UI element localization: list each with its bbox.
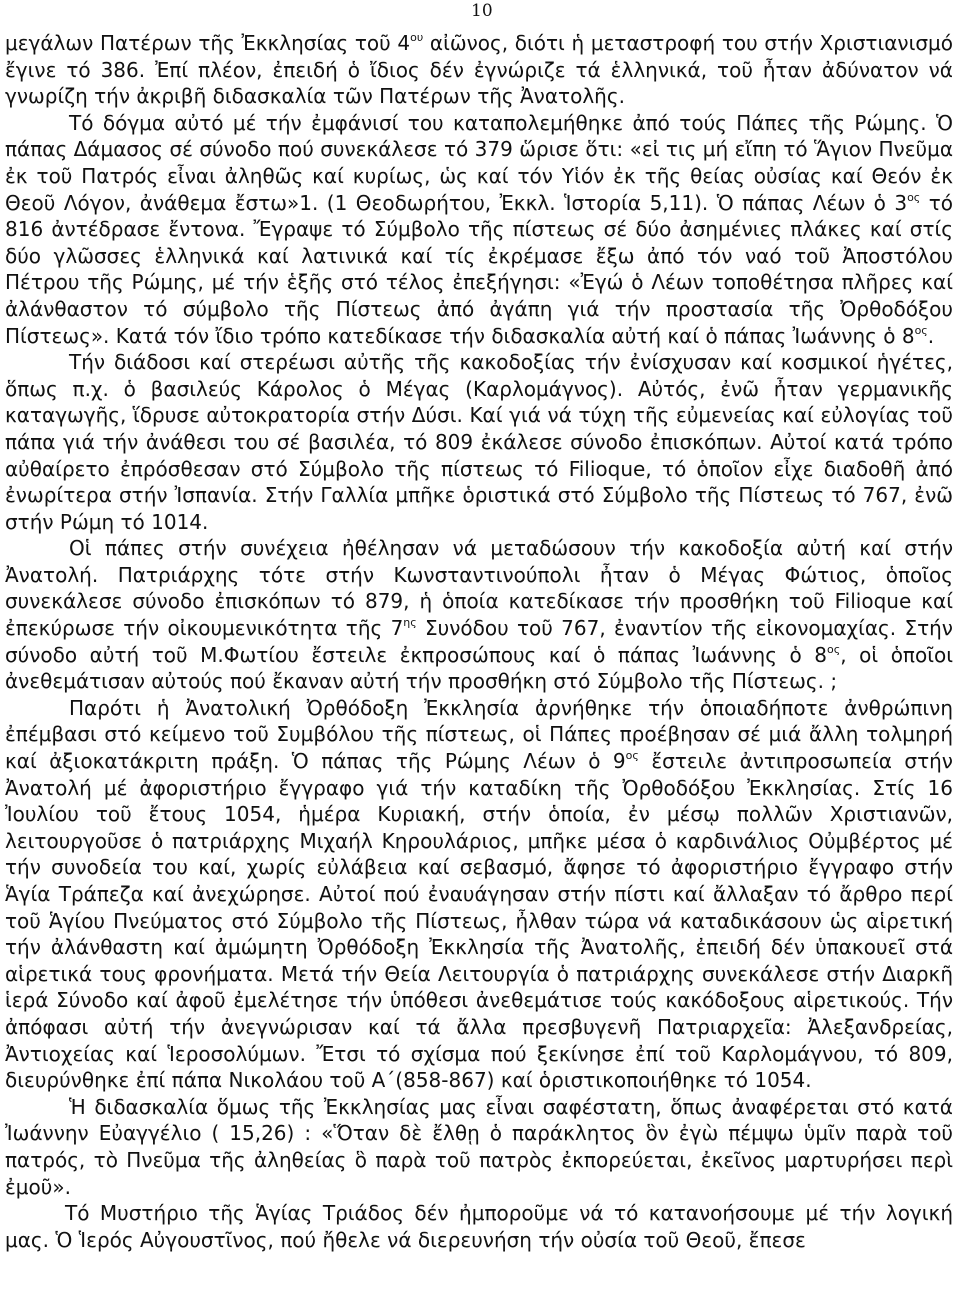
- paragraph: [5, 110, 953, 349]
- paragraph: [5, 349, 953, 535]
- ordinal-superscript: ος: [907, 190, 921, 204]
- text-run: μεγάλων Πατέρων τῆς Ἐκκλησίας τοῦ 4: [5, 31, 411, 55]
- text-run: αἰῶνος, διότι ἡ μεταστροφή του στήν Χριστιανισμό ἔγινε τό 386. Ἐπί πλέον, ἐπειδή ὁ ἴδιος δέν ἐγνώριζε τά ἑλληνικά, τοῦ ἦταν ἀδύνατον νά γνωρίζη τήν ἀκριβῆ διδασκαλία τῶν Πατέρων τῆς Ἀνατολῆς.: [5, 31, 953, 109]
- paragraph: [5, 30, 953, 110]
- text-run: .: [927, 323, 935, 348]
- paragraph: [5, 1094, 953, 1200]
- ordinal-superscript: ος: [827, 642, 841, 656]
- text-run: Τό Μυστήριο τῆς Ἁγίας Τριάδος δέν ἠμποροῦμε νά τό κατανοήσουμε μέ τήν λογική μας. Ὁ Ἱερός Αὐγουστῖνος, πού ἤθελε νά διερευνήση τήν οὐσία τοῦ Θεοῦ, ἔπεσε: [5, 1201, 953, 1252]
- ordinal-superscript: ης: [403, 616, 417, 630]
- text-run: Τό δόγμα αὐτό μέ τήν ἐμφάνισί του καταπολεμήθηκε ἀπό τούς Πάπες τῆς Ρώμης. Ὁ πάπας Δάμασος σέ σύνοδο πού συνεκάλεσε τό 379 ὥρισε ὅτι: «εἰ τις μή εἴπη τό Ἅγιον Πνεῦμα ἐκ τοῦ Πατρός εἶναι ἀληθῶς καί κυρίως, ὡς καί τόν Υἱόν ἐκ τῆς θείας οὐσίας καί Θεόν ἐκ Θεοῦ Λόγον, ἀνάθεμα ἔστω»1. (1 Θεοδωρήτου, Ἐκκλ. Ἱστορία 5,11). Ὁ πάπας Λέων ὁ 3: [5, 110, 953, 215]
- text-run: τό 816 ἀντέδρασε ἔντονα. Ἔγραψε τό Σύμβολο τῆς πίστεως σέ δύο ἀσημένιες πλάκες καί στίς δύο γλῶσσες ἑλληνικά καί λατινικά καί τίς ἐκρέμασε ἔξω ἀπό τόν ναό τοῦ Ἀποστόλου Πέτρου τῆς Ρώμης, μέ τήν ἑξῆς στό τέλος ἐπεξήγησι: «Ἐγώ ὁ Λέων τοποθέτησα πλῆρες καί ἀλάνθαστον τό σύμβολο τῆς Πίστεως ἀπό ἀγάπη γιά τήν προστασία τῆς Ὀρθοδόξου Πίστεως». Κατά τόν ἴδιο τρόπο κατεδίκασε τήν διδασκαλία αὐτή καί ὁ πάπας Ἰωάννης ὁ 8: [5, 190, 953, 348]
- ordinal-superscript: ος: [914, 323, 928, 337]
- ordinal-superscript: ου: [410, 31, 424, 45]
- text-run: Τήν διάδοσι καί στερέωσι αὐτῆς τῆς κακοδοξίας τήν ἐνίσχυσαν καί κοσμικοί ἡγέτες, ὅπως π.χ. ὁ βασιλεύς Κάρολος ὁ Μέγας (Καρλομάγνος). Αὐτός, ἐνῶ ἦταν γερμανικῆς καταγωγῆς, ἵδρυσε αὐτοκρατορία στήν Δύσι. Καί γιά νά τύχη τῆς εὐμενείας καί εὐλογίας τοῦ πάπα γιά τήν ἀνάθεσι του σέ βασιλέα, τό 809 ἐκάλεσε σύνοδο ἐπισκόπων. Αὐτοί κατά τρόπο αὐθαίρετο ἐπρόσθεσαν στό Σύμβολο τῆς πίστεως τό Filioque, τό ὁποῖον εἶχε διαδοθῆ ἀπό ἐνωρίτερα στήν Ἰσπανία. Στήν Γαλλία μπῆκε ὁριστικά στό Σύμβολο τῆς Πίστεως τό 767, ἐνῶ στήν Ρώμη τό 1014.: [5, 350, 953, 534]
- text-run: Ἡ διδασκαλία ὅμως τῆς Ἐκκλησίας μας εἶναι σαφέστατη, ὅπως ἀναφέρεται στό κατά Ἰωάννην Εὐαγγέλιο ( 15,26) : «Ὅταν δὲ ἔλθῃ ὁ παράκλητος ὃν ἐγὼ πέμψω ὑμῖν παρὰ τοῦ πατρός, τὸ Πνεῦμα τῆς ἀληθείας ὃ παρὰ τοῦ πατρὸς ἐκπορεύεται, ἐκεῖνος μαρτυρήσει περὶ ἐμοῦ».: [5, 1094, 953, 1199]
- text-run: Παρότι ἡ Ἀνατολική Ὀρθόδοξη Ἐκκλησία ἀρνήθηκε τήν ὁποιαδήποτε ἀνθρώπινη ἐπέμβασι στό κείμενο τοῦ Συμβόλου τῆς πίστεως, οἱ Πάπες προέβησαν σέ μιά ἄλλη τολμηρή καί ἀξιοκατάκριτη πράξη. Ὁ πάπας τῆς Ρώμης Λέων ὁ 9: [5, 695, 953, 774]
- page-number: 10: [471, 1, 493, 21]
- text-run: Οἱ πάπες στήν συνέχεια ἠθέλησαν νά μεταδώσουν τήν κακοδοξία αὐτή καί στήν Ἀνατολή. Πατριάρχης τότε στήν Κωνσταντινούπολι ἦταν ὁ Μέγας Φώτιος, ὁποῖος συνεκάλεσε σύνοδο ἐπισκόπων τό 879, ἡ ὁποία κατεδίκασε τήν προσθήκη τοῦ Filioque καί ἐπεκύρωσε τήν οἰκουμενικότητα τῆς 7: [5, 536, 953, 641]
- text-run: ἔστειλε ἀντιπροσωπεία στήν Ἀνατολή μέ ἀφοριστήριο ἔγγραφο γιά τήν καταδίκη τῆς Ὀρθοδόξου Ἐκκλησίας. Στίς 16 Ἰουλίου τοῦ ἔτους 1054, ἡμέρα Κυριακή, στήν ὁποία, ἐν μέσῳ πολλῶν Χριστιανῶν, λειτουργοῦσε ὁ πατριάρχης Μιχαήλ Κηρουλάριος, μπῆκε μέσα ὁ καρδινάλιος Οὐμβέρτος μέ τήν συνοδεία του καί, χωρίς εὐλάβεια καί σεβασμό, ἄφησε τό ἀφοριστήριο ἔγγραφο στήν Ἁγία Τράπεζα καί ἀνεχώρησε. Αὐτοί πού ἐναυάγησαν στήν πίστι καί ἄλλαξαν τό ἄρθρο περί τοῦ Ἁγίου Πνεύματος στό Σύμβολο τῆς Πίστεως, ἦλθαν τώρα νά καταδικάσουν ὡς αἱρετική τήν ἀλάνθαστη καί ἀμώμητη Ὀρθόδοξη Ἐκκλησία τῆς Ἀνατολῆς, ἐπειδή δέν ὑπακουεῖ στά αἱρετικά τους φρονήματα. Μετά τήν Θεία Λειτουργία ὁ πατριάρχης συνεκάλεσε στήν Διαρκῆ ἱερά Σύνοδο καί ἀφοῦ ἐμελέτησε τήν ὑπόθεσι ἀνεθεμάτισε τούς κακόδοξους αἱρετικούς. Τήν ἀπόφασι αὐτή τήν ἀνεγνώρισαν καί τά ἄλλα πρεσβυγενῆ Πατριαρχεῖα: Ἀλεξανδρείας, Ἀντιοχείας καί Ἱεροσολύμων. Ἔτσι τό σχίσμα πού ξεκίνησε ἐπί τοῦ Καρλομάγνου, τό 809, διευρύνθηκε ἐπί πάπα Νικολάου τοῦ Α΄(858-867) καί ὁριστικοποιήθηκε τό 1054.: [5, 749, 953, 1093]
- text-run: Συνόδου τοῦ 767, ἐναντίον τῆς εἰκονομαχίας. Στήν σύνοδο αὐτή τοῦ Μ.Φωτίου ἔστειλε ἐκπροσώπους καί ὁ πάπας Ἰωάννης ὁ 8: [5, 616, 953, 667]
- paragraph: [5, 695, 953, 1094]
- text-run: , οἱ ὁποῖοι ἀνεθεμάτισαν αὐτούς πού ἔκαναν αὐτή τήν προσθήκη στό Σύμβολο τῆς Πίστεως. ;: [5, 642, 953, 694]
- ordinal-superscript: ος: [625, 749, 639, 763]
- body-text: [5, 30, 953, 1253]
- paragraph: [5, 1200, 953, 1253]
- paragraph: [5, 535, 953, 695]
